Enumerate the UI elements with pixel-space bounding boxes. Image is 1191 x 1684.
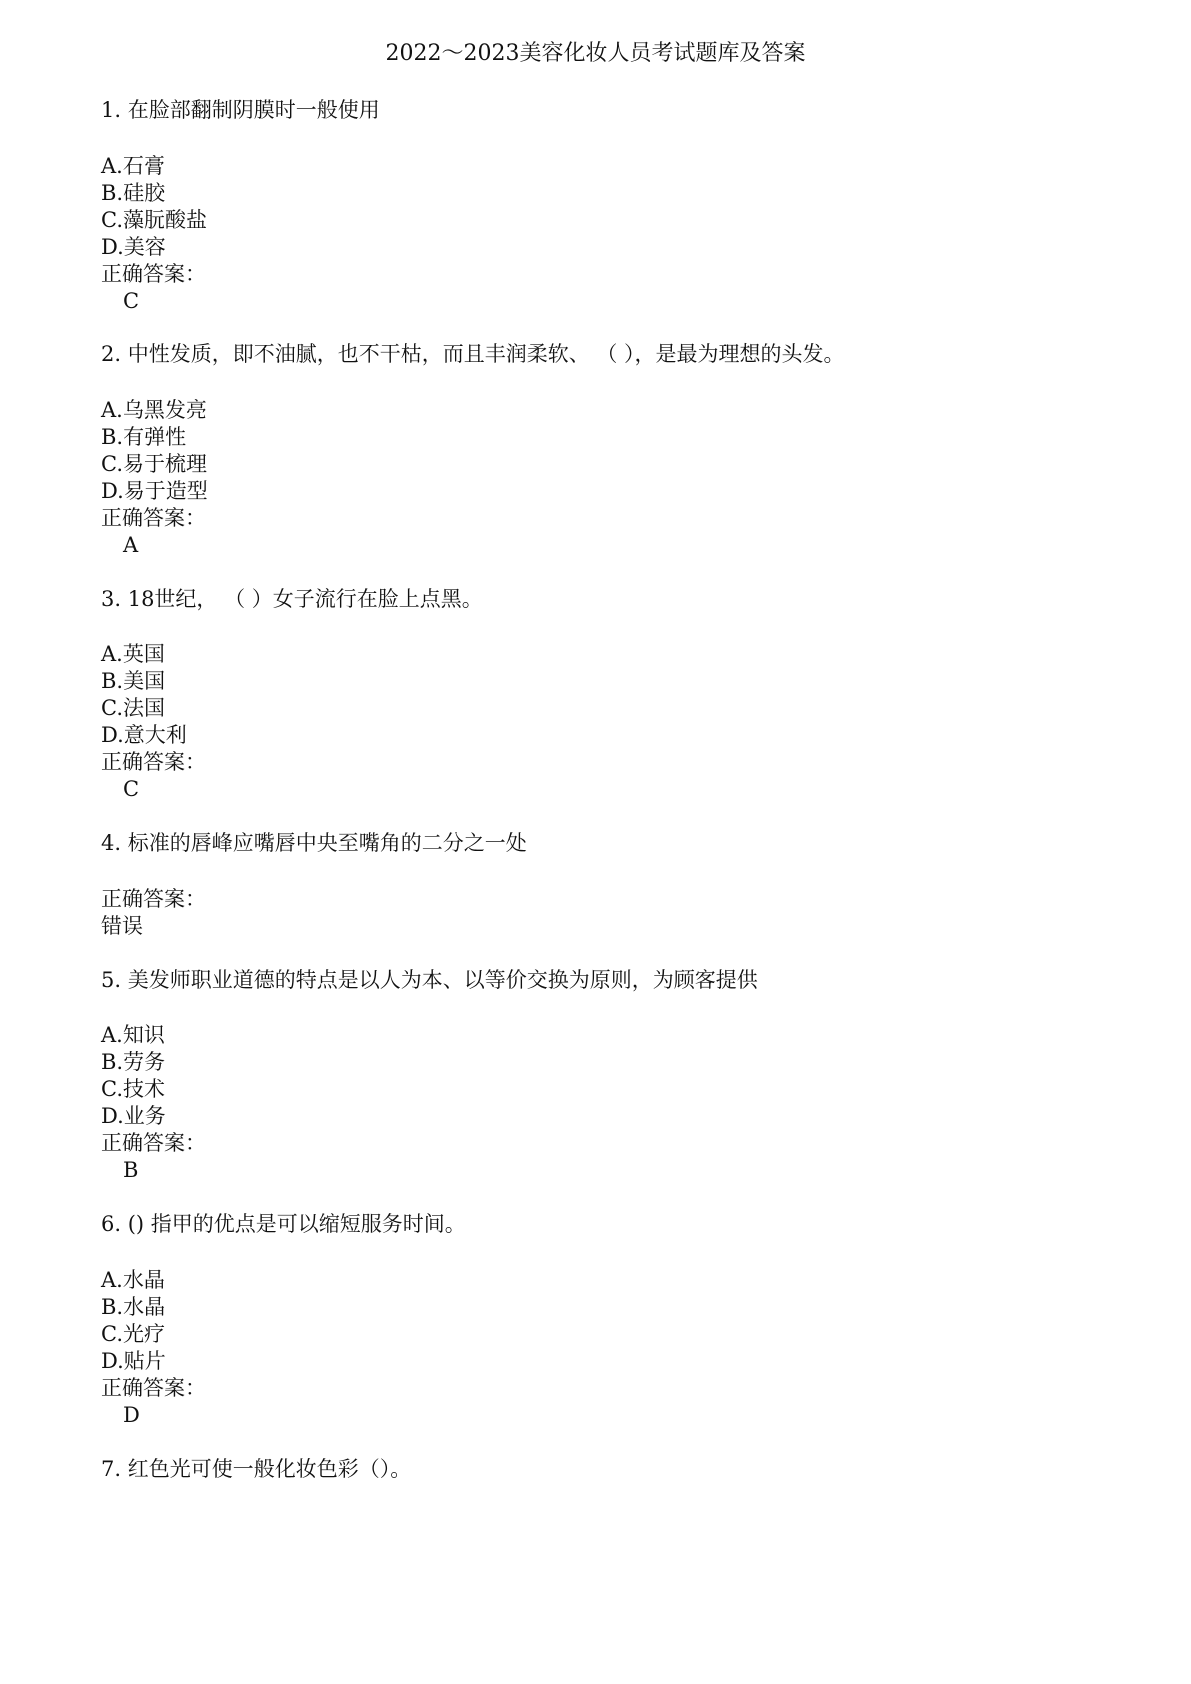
question-6-option-c: C.光疗 bbox=[101, 1322, 165, 1346]
question-2-option-d: D.易于造型 bbox=[101, 479, 208, 503]
question-1-answer-label: 正确答案： bbox=[101, 262, 206, 286]
question-1-stem: 1. 在脸部翻制阴膜时一般使用 bbox=[101, 98, 380, 122]
question-2-option-b: B.有弹性 bbox=[101, 425, 187, 449]
question-5-answer: B bbox=[123, 1158, 139, 1182]
question-3-option-a: A.英国 bbox=[101, 642, 165, 666]
question-6-answer: D bbox=[123, 1403, 140, 1427]
question-3-answer-label: 正确答案： bbox=[101, 750, 206, 774]
question-1-option-a: A.石膏 bbox=[101, 154, 165, 178]
question-5-option-a: A.知识 bbox=[101, 1023, 165, 1047]
question-3-stem: 3. 18世纪， （ ）女子流行在脸上点黑。 bbox=[101, 587, 483, 611]
question-2-answer-label: 正确答案： bbox=[101, 506, 206, 530]
question-3-answer: C bbox=[123, 777, 140, 801]
question-1-option-c: C.藻朊酸盐 bbox=[101, 208, 207, 232]
question-1-option-b: B.硅胶 bbox=[101, 181, 166, 205]
question-1-answer: C bbox=[123, 289, 140, 313]
question-7-stem: 7. 红色光可使一般化妆色彩（）。 bbox=[101, 1457, 412, 1481]
question-6-option-b: B.水晶 bbox=[101, 1295, 166, 1319]
question-4-stem: 4. 标准的唇峰应嘴唇中央至嘴角的二分之一处 bbox=[101, 831, 527, 855]
question-2-stem: 2. 中性发质，即不油腻，也不干枯，而且丰润柔软、 （ ），是最为理想的头发。 bbox=[101, 342, 845, 366]
question-5-option-b: B.劳务 bbox=[101, 1050, 166, 1074]
question-5-answer-label: 正确答案： bbox=[101, 1131, 206, 1155]
question-5-option-d: D.业务 bbox=[101, 1104, 166, 1128]
question-2-option-c: C.易于梳理 bbox=[101, 452, 207, 476]
question-2-option-a: A.乌黑发亮 bbox=[101, 398, 207, 422]
question-6-answer-label: 正确答案： bbox=[101, 1376, 206, 1400]
question-3-option-d: D.意大利 bbox=[101, 723, 187, 747]
question-3-option-b: B.美国 bbox=[101, 669, 166, 693]
question-4-answer: 错误 bbox=[101, 914, 143, 938]
question-6-stem: 6. () 指甲的优点是可以缩短服务时间。 bbox=[101, 1212, 466, 1236]
question-4-answer-label: 正确答案： bbox=[101, 887, 206, 911]
question-6-option-d: D.贴片 bbox=[101, 1349, 166, 1373]
question-1-option-d: D.美容 bbox=[101, 235, 166, 259]
question-3-option-c: C.法国 bbox=[101, 696, 165, 720]
question-2-answer: A bbox=[123, 533, 139, 557]
document-title: 2022～2023美容化妆人员考试题库及答案 bbox=[385, 41, 806, 66]
question-5-stem: 5. 美发师职业道德的特点是以人为本、以等价交换为原则，为顾客提供 bbox=[101, 968, 758, 992]
question-6-option-a: A.水晶 bbox=[101, 1268, 165, 1292]
question-5-option-c: C.技术 bbox=[101, 1077, 165, 1101]
